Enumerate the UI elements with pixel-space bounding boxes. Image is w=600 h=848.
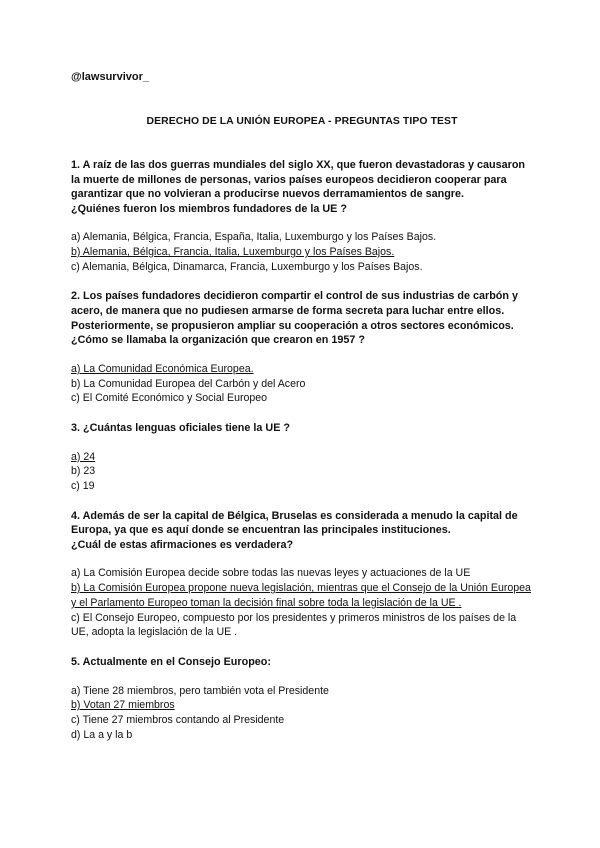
answer-option-c: c) 19 bbox=[71, 479, 95, 492]
question-2 bbox=[71, 289, 533, 405]
question-prompt: ¿Cuál de estas afirmaciones es verdadera? bbox=[71, 538, 294, 551]
answer-option-b-correct: b) Votan 27 miembros bbox=[71, 699, 175, 712]
question-4 bbox=[71, 509, 533, 640]
question-prompt: ¿Quiénes fueron los miembros fundadores de la UE ? bbox=[71, 202, 347, 215]
question-text bbox=[71, 655, 533, 670]
question-statement: 4. Además de ser la capital de Bélgica, Bruselas es considerada a menudo la capital de Europa, ya que es aquí donde se encuentran las principales instituciones. bbox=[71, 509, 518, 537]
question-prompt: ¿Cómo se llamaba la organización que crearon en 1957 ? bbox=[71, 334, 366, 347]
answer-option-c: c) El Comité Económico y Social Europeo bbox=[71, 392, 268, 405]
answer-option-c: c) Tiene 27 miembros contando al Presidente bbox=[71, 713, 285, 726]
document-title: DERECHO DE LA UNIÓN EUROPEA - PREGUNTAS TIPO TEST bbox=[146, 116, 458, 127]
answer-option-c: c) Alemania, Bélgica, Dinamarca, Francia, Luxemburgo y los Países Bajos. bbox=[71, 260, 423, 273]
question-1 bbox=[71, 158, 533, 274]
question-statement: 2. Los países fundadores decidieron compartir el control de sus industrias de carbón y acero, de manera que no pudiesen armarse de forma secreta para luchar entre ellos. Posteriormente, se propusieron ampliar su cooperación a otros sectores económicos. bbox=[71, 290, 518, 332]
answer-option-a: a) La Comisión Europea decide sobre todas las nuevas leyes y actuaciones de la UE bbox=[71, 567, 471, 580]
document-page bbox=[71, 70, 533, 757]
answer-option-d: d) La a y la b bbox=[71, 728, 133, 741]
author-handle: @lawsurvivor_ bbox=[71, 71, 149, 83]
question-text bbox=[71, 158, 533, 216]
answer-option-b-correct: b) La Comisión Europea propone nueva legislación, mientras que el Consejo de la Unión Europea y el Parlamento Europeo toman la decisión final sobre toda la legislación de la UE . bbox=[71, 582, 531, 609]
answer-option-a-correct: a) La Comunidad Económica Europea. bbox=[71, 362, 254, 375]
question-statement: 1. A raíz de las dos guerras mundiales del siglo XX, que fueron devastadoras y causaron la muerte de millones de personas, varios países europeos decidieron cooperar para garantizar que no volvieran a producirse nuevos derramamientos de sangre. bbox=[71, 159, 526, 201]
answer-option-b-correct: b) Alemania, Bélgica, Francia, Italia, Luxemburgo y los Países Bajos. bbox=[71, 246, 395, 259]
question-prompt: 5. Actualmente en el Consejo Europeo: bbox=[71, 655, 271, 668]
answer-option-b: b) 23 bbox=[71, 465, 96, 478]
answer-option-a: a) Alemania, Bélgica, Francia, España, Italia, Luxemburgo y los Países Bajos. bbox=[71, 231, 437, 244]
answer-option-a-correct: a) 24 bbox=[71, 450, 96, 463]
question-5 bbox=[71, 655, 533, 742]
question-3 bbox=[71, 421, 533, 494]
question-prompt: 3. ¿Cuántas lenguas oficiales tiene la UE ? bbox=[71, 421, 291, 434]
question-text bbox=[71, 289, 533, 347]
answer-option-c: c) El Consejo Europeo, compuesto por los presidentes y primeros ministros de los países de la UE, adopta la legislación de la UE . bbox=[71, 611, 517, 639]
answer-option-a: a) Tiene 28 miembros, pero también vota el Presidente bbox=[71, 684, 329, 697]
question-text bbox=[71, 421, 533, 436]
answer-option-b: b) La Comunidad Europea del Carbón y del Acero bbox=[71, 377, 306, 390]
question-text bbox=[71, 509, 533, 553]
